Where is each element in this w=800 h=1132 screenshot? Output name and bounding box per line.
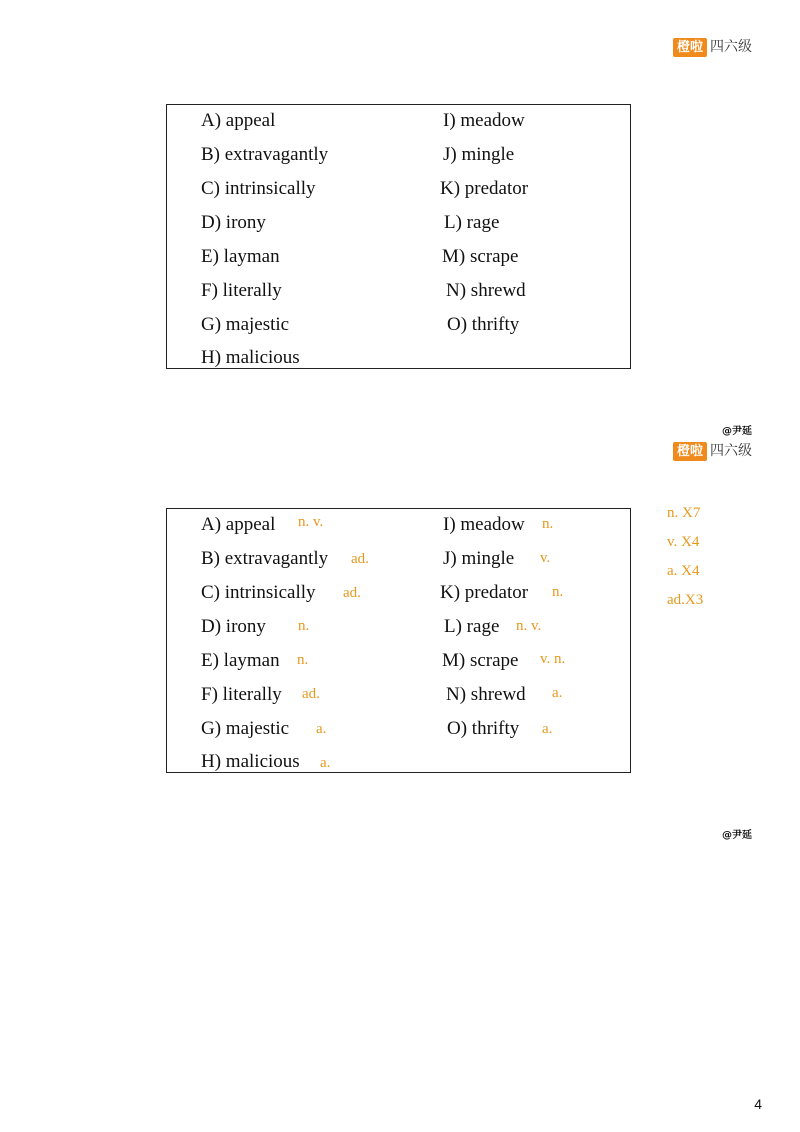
word-item-k: K) predator (440, 178, 529, 199)
word-item-j: J) mingle (443, 548, 515, 569)
pos-tag-e: n. (297, 652, 309, 668)
word-item-n: N) shrewd (446, 684, 526, 705)
pos-tag-b: ad. (351, 551, 369, 567)
word-item-g: G) majestic (201, 314, 290, 335)
tally-adverb: ad.X3 (667, 592, 704, 608)
tally-verb: v. X4 (667, 534, 700, 550)
brand-logo: 橙啦 (673, 442, 707, 461)
word-item-i: I) meadow (443, 514, 525, 535)
word-item-n: N) shrewd (446, 280, 526, 301)
pos-tag-a: n. v. (298, 514, 324, 530)
pos-tag-o: a. (542, 721, 553, 737)
word-item-c: C) intrinsically (201, 178, 316, 199)
pos-tag-c: ad. (343, 585, 361, 601)
pos-tag-d: n. (298, 618, 310, 634)
word-item-f: F) literally (201, 684, 282, 705)
word-item-j: J) mingle (443, 144, 515, 165)
pos-tag-n: a. (552, 685, 563, 701)
word-item-o: O) thrifty (447, 718, 520, 739)
slide-2 (0, 404, 800, 841)
word-item-h: H) malicious (201, 751, 300, 772)
word-item-f: F) literally (201, 280, 282, 301)
word-item-a: A) appeal (201, 514, 276, 535)
brand-header (673, 38, 752, 57)
pos-tag-k: n. (552, 584, 564, 600)
pos-tag-i: n. (542, 516, 554, 532)
word-item-m: M) scrape (442, 650, 519, 671)
pos-tag-m: v. n. (540, 651, 566, 667)
tally-adj: a. X4 (667, 563, 700, 579)
pos-tag-g: a. (316, 721, 327, 737)
word-item-i: I) meadow (443, 110, 525, 131)
word-bank-box-annotated (166, 508, 631, 773)
pos-tag-l: n. v. (516, 618, 542, 634)
word-item-l: L) rage (444, 212, 500, 233)
pos-tag-h: a. (320, 755, 331, 771)
brand-subtitle: 四六级 (710, 39, 752, 55)
word-item-b: B) extravagantly (201, 144, 329, 165)
pos-tag-f: ad. (302, 686, 320, 702)
word-item-e: E) layman (201, 246, 280, 267)
tally-noun: n. X7 (667, 505, 701, 521)
page-number: 4 (754, 1096, 762, 1112)
word-item-d: D) irony (201, 212, 266, 233)
word-item-e: E) layman (201, 650, 280, 671)
brand-subtitle: 四六级 (710, 443, 752, 459)
pos-tally (667, 504, 703, 620)
brand-logo: 橙啦 (673, 38, 707, 57)
word-item-a: A) appeal (201, 110, 276, 131)
word-item-c: C) intrinsically (201, 582, 316, 603)
pos-tag-j: v. (540, 550, 551, 566)
word-item-l: L) rage (444, 616, 500, 637)
author-credit: @尹延 (722, 426, 752, 437)
word-item-h: H) malicious (201, 347, 300, 368)
word-bank-box (166, 104, 631, 369)
word-item-b: B) extravagantly (201, 548, 329, 569)
word-item-g: G) majestic (201, 718, 290, 739)
word-item-k: K) predator (440, 582, 529, 603)
brand-header (673, 442, 752, 461)
word-item-d: D) irony (201, 616, 266, 637)
word-item-o: O) thrifty (447, 314, 520, 335)
author-credit: @尹延 (722, 830, 752, 841)
slide-1 (0, 0, 800, 437)
word-item-m: M) scrape (442, 246, 519, 267)
